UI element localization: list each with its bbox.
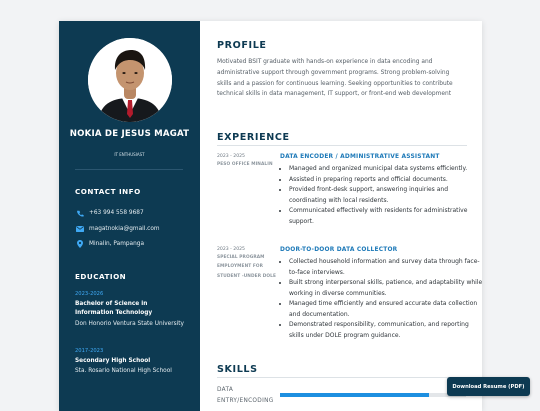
- contact-email: [75, 224, 160, 234]
- job-dates: 2023 - 2025: [217, 154, 245, 159]
- sidebar-divider: [75, 169, 183, 170]
- candidate-tagline: IT ENTHUSIAST: [114, 152, 145, 157]
- list-item: • Provided front-desk support, answering inquiries and coordinating with local residents.: [289, 185, 482, 206]
- skill-label: DATA ENTRY/ENCODING: [217, 387, 274, 404]
- phone-icon: [75, 208, 85, 218]
- education-title: Bachelor of Science in Information Technology: [75, 301, 153, 316]
- contact-email-text: magatnokia@gmail.com: [89, 226, 160, 232]
- skills-divider: [217, 377, 467, 378]
- contact-phone: [75, 208, 144, 218]
- avatar: [88, 38, 172, 122]
- location-pin-icon: [75, 239, 85, 249]
- education-school: Don Honorio Ventura State University: [75, 321, 184, 327]
- candidate-name: NOKIA DE JESUS MAGAT: [69, 129, 190, 139]
- education-title: Secondary High School: [75, 358, 151, 364]
- list-item: • Managed time efficiently and ensured accurate data collection and documentation.: [289, 299, 482, 320]
- skill-bar-fill: [280, 393, 429, 397]
- resume-sidebar: [59, 21, 200, 411]
- download-resume-button[interactable]: Download Resume (PDF): [447, 377, 530, 396]
- job-duties-list: [272, 164, 482, 227]
- job-organization: SPECIAL PROGRAM EMPLOYMENT FOR STUDENT -UNDER DOLE: [217, 255, 277, 279]
- job-duties-list: [272, 257, 482, 341]
- list-item: • Managed and organized municipal data systems efficiently.: [289, 164, 482, 175]
- list-item: • Assisted in preparing reports and official documents.: [289, 175, 482, 186]
- job-dates: 2023 - 2025: [217, 247, 245, 252]
- job-title: DATA ENCODER / ADMINISTRATIVE ASSISTANT: [280, 154, 440, 160]
- education-years: 2023-2026: [75, 291, 104, 297]
- education-school: Sta. Rosario National High School: [75, 368, 172, 374]
- mail-icon: [75, 224, 85, 234]
- contact-location-text: Minalin, Pampanga: [89, 241, 144, 247]
- list-item: • Built strong interpersonal skills, patience, and adaptability while working in diverse communities.: [289, 278, 482, 299]
- education-years: 2017-2023: [75, 348, 104, 354]
- experience-heading: EXPERIENCE: [217, 132, 290, 143]
- contact-phone-text: +63 994 558 9687: [89, 210, 144, 216]
- resume-card: [59, 21, 482, 411]
- experience-divider: [217, 145, 467, 146]
- profile-heading: PROFILE: [217, 40, 267, 51]
- contact-location: [75, 239, 144, 249]
- profile-photo: [88, 38, 172, 122]
- list-item: • Demonstrated responsibility, communication, and reporting skills under DOLE program guidance.: [289, 320, 482, 341]
- education-heading: EDUCATION: [75, 272, 127, 281]
- list-item: • Collected household information and survey data through face-to-face interviews.: [289, 257, 482, 278]
- skills-heading: SKILLS: [217, 364, 258, 375]
- profile-summary: Motivated BSIT graduate with hands-on experience in data encoding and administrative support through government programs. Strong problem-solving skills and a passion for continuous learning. Seeking opportunities to contribute technical skills in data management, IT support, or front-end web development: [217, 59, 453, 98]
- job-title: DOOR-TO-DOOR DATA COLLECTOR: [280, 247, 398, 253]
- list-item: • Communicated effectively with residents for administrative support.: [289, 206, 482, 227]
- contact-heading: CONTACT INFO: [75, 187, 141, 196]
- skill-bar-track: [280, 393, 466, 397]
- job-organization: PESO OFFICE MINALIN: [217, 162, 273, 167]
